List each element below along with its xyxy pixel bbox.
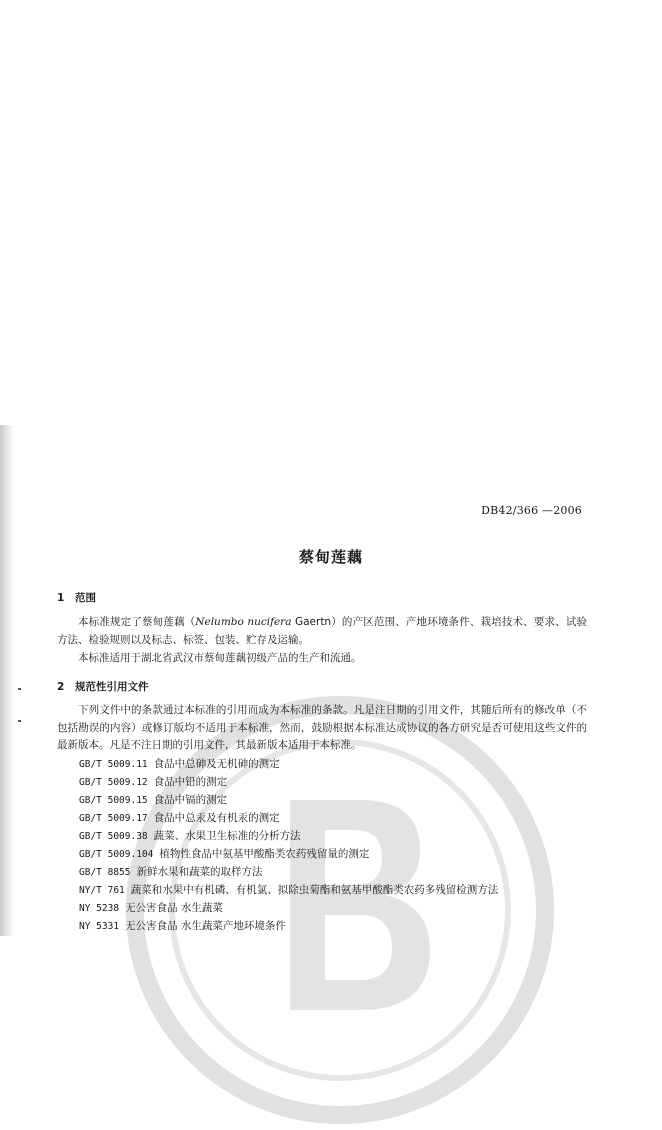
section-heading-normative-references (57, 679, 149, 694)
reference-title: 食品中总汞及有机汞的测定 (153, 812, 280, 824)
reference-code: NY 5331 (79, 921, 120, 932)
document-title: 蔡甸莲藕 (298, 548, 363, 566)
reference-list (79, 755, 498, 935)
reference-code: GB/T 8855 (79, 867, 131, 878)
reference-item (79, 791, 498, 809)
section-heading-scope (57, 590, 96, 605)
reference-item (79, 863, 498, 881)
reference-title: 植物性食品中氨基甲酸酯类农药残留量的测定 (159, 848, 370, 860)
reference-code: GB/T 5009.11 (79, 759, 148, 770)
reference-title: 新鲜水果和蔬菜的取样方法 (136, 866, 263, 878)
reference-code: NY 5238 (79, 903, 120, 914)
latin-name: Nelumbo nucifera (195, 616, 292, 628)
scan-speck (18, 720, 21, 722)
reference-title: 蔬菜、水果卫生标准的分析方法 (153, 830, 301, 842)
scan-shadow-edge (0, 425, 14, 936)
reference-title: 蔬菜和水果中有机磷、有机氯、拟除虫菊酯和氨基甲酸酯类农药多残留检测方法 (130, 884, 499, 896)
section-number: 1 (57, 592, 65, 604)
reference-item (79, 845, 498, 863)
document-number: DB42/366 —2006 (481, 504, 582, 517)
section-number: 2 (57, 681, 65, 693)
reference-code: GB/T 5009.12 (79, 777, 148, 788)
reference-title: 食品中镉的测定 (153, 794, 228, 806)
scope-paragraph-2: 本标准适用于湖北省武汉市蔡甸莲藕初级产品的生产和流通。 (78, 652, 362, 664)
normative-intro-paragraph: 下列文件中的条款通过本标准的引用而成为本标准的条款。凡是注日期的引用文件，其随后所有的修改单（不包括勘误的内容）或修订版均不适用于本标准，然而，鼓励根据本标准达成协议的各方研究是否可使用这些文件的最新版本。凡是不注日期的引用文件，其最新版本适用于本标准。 (57, 704, 587, 751)
reference-code: NY/T 761 (79, 885, 125, 896)
scope-text: 本标准规定了蔡甸莲藕（ (78, 616, 196, 628)
reference-title: 食品中总砷及无机砷的测定 (153, 758, 280, 770)
reference-title: 食品中铅的测定 (153, 776, 228, 788)
reference-code: GB/T 5009.15 (79, 795, 148, 806)
reference-item (79, 755, 498, 773)
section-title: 范围 (75, 592, 96, 604)
reference-item (79, 917, 498, 935)
reference-item (79, 899, 498, 917)
section-title: 规范性引用文件 (75, 681, 149, 693)
reference-item (79, 809, 498, 827)
reference-title: 无公害食品 水生蔬菜 (125, 902, 223, 914)
scan-speck (18, 688, 21, 690)
reference-item (79, 881, 498, 899)
reference-code: GB/T 5009.104 (79, 849, 154, 860)
scope-text: Gaertn）的产区范围、产地环境条件、栽培技术、要求、试验方法、检验规则以及标志、标签、包装、贮存及运输。 (57, 616, 587, 646)
reference-item (79, 773, 498, 791)
reference-title: 无公害食品 水生蔬菜产地环境条件 (125, 920, 286, 932)
reference-code: GB/T 5009.38 (79, 831, 148, 842)
reference-item (79, 827, 498, 845)
scope-paragraph-1 (57, 614, 587, 649)
reference-code: GB/T 5009.17 (79, 813, 148, 824)
